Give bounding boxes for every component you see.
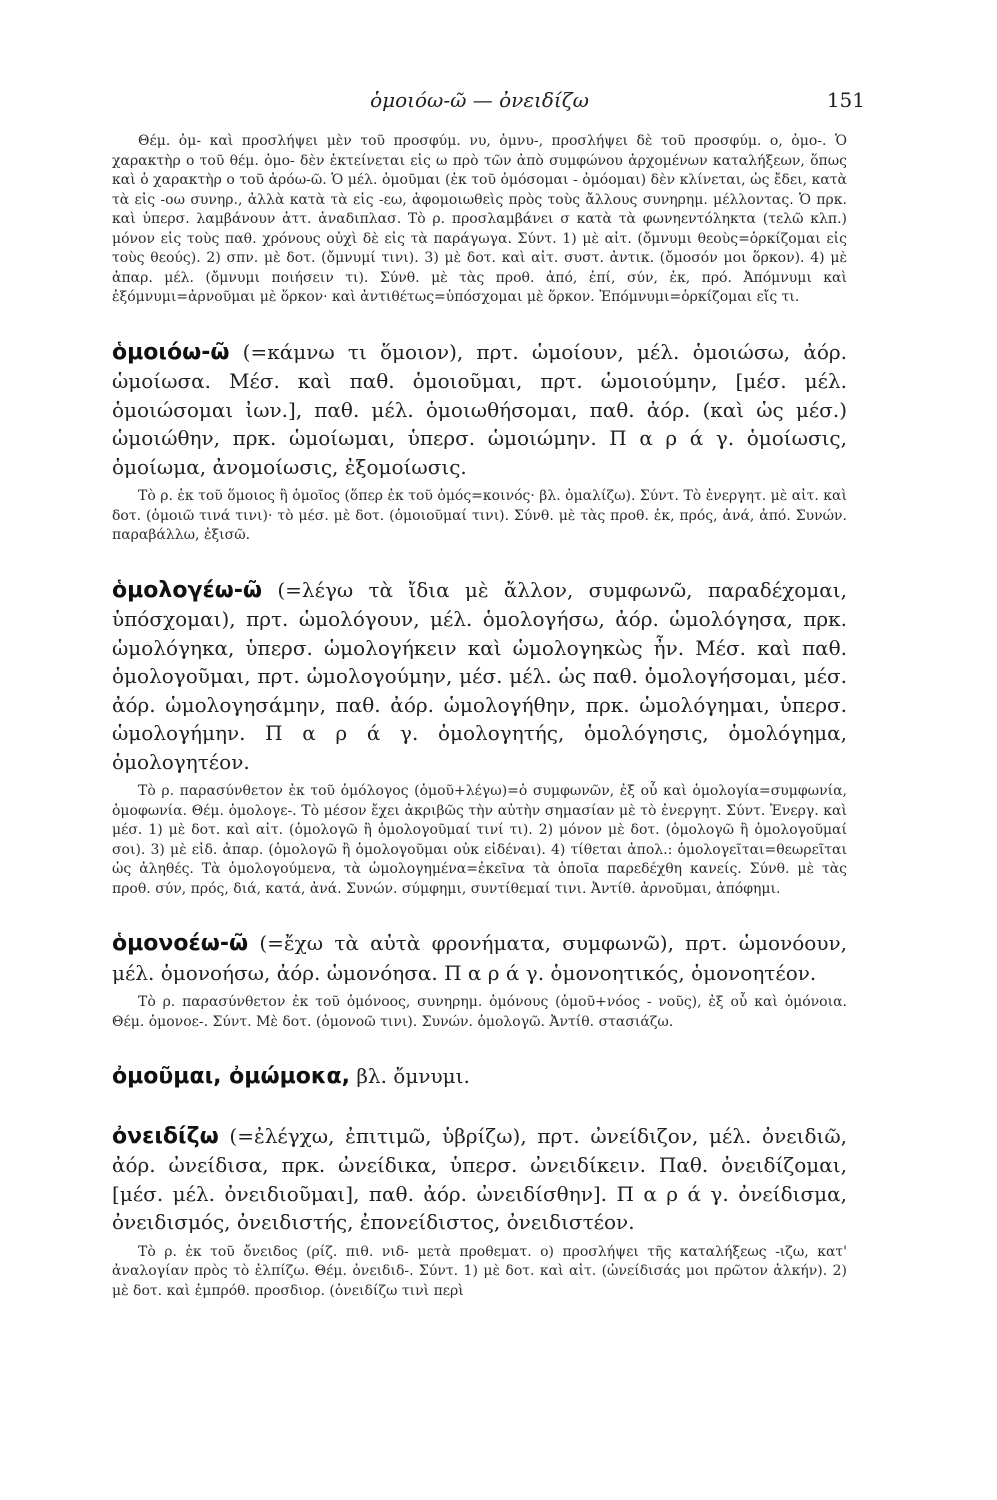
- entry-oneidizo: [112, 1122, 847, 1302]
- headword: ὁμολογέω-ῶ: [112, 577, 263, 603]
- headword: ὀνειδίζω: [112, 1123, 219, 1149]
- headword: ὁμοιόω-ῶ: [112, 339, 230, 365]
- headword: ὁμονοέω-ῶ: [112, 931, 249, 956]
- running-head: [112, 88, 865, 132]
- entry-omoumai: [112, 1062, 847, 1092]
- entry-paragraph: [112, 1062, 847, 1092]
- entry-body: (=κάμνω τι ὅμοιον), πρτ. ὡμοίουν, μέλ. ὁμοιώσω, ἀόρ. ὡμοίωσα. Μέσ. καὶ παθ. ὁμοιοῦμαι, πρτ. ὡμοιούμην, [μέσ. μέλ. ὁμοιώσομαι ἰων.], παθ. μέλ. ὁμοιωθήσομαι, παθ. ἀόρ. (καὶ ὡς μέσ.) ὡμοιώθην, πρκ. ὡμοίωμαι, ὑπερσ. ὡμοιώμην. Π α ρ ά γ. ὁμοίωσις, ὁμοίωμα, ἀνομοίωσις, ἐξομοίωσις.: [112, 339, 847, 479]
- entry-body: βλ. ὄμνυμι.: [350, 1064, 470, 1088]
- entry-note: Τὸ ρ. ἐκ τοῦ ὅμοιος ἢ ὁμοῖος (ὅπερ ἐκ τοῦ ὁμός=κοινός· βλ. ὁμαλίζω). Σύντ. Τὸ ἐνεργητ. μὲ αἰτ. καὶ δοτ. (ὁμοιῶ τινά τινι)· τὸ μέσ. μὲ δοτ. (ὁμοιοῦμαί τινι). Σύνθ. μὲ τὰς προθ. ἐκ, πρός, ἀνά, ἀπό. Συνών. παραβάλλω, ἐξισῶ.: [112, 488, 847, 543]
- entry-omoioo: [112, 338, 847, 546]
- running-title: ὁμοιόω-ῶ — ὀνειδίζω: [370, 88, 589, 112]
- entry-note: Τὸ ρ. παρασύνθετον ἐκ τοῦ ὁμόλογος (ὁμοῦ+λέγω)=ὁ συμφωνῶν, ἐξ οὗ καὶ ὁμολογία=συμφωνία, ὁμοφωνία. Θέμ. ὁμολογε-. Τὸ μέσον ἔχει ἀκριβῶς τὴν αὐτὴν σημασίαν μὲ τὸ ἐνεργητ. Σύντ. Ἐνεργ. καὶ μέσ. 1) μὲ δοτ. καὶ αἰτ. (ὁμολογῶ ἢ ὁμολογοῦμαί τινί τι). 2) μόνον μὲ δοτ. (ὁμολογῶ ἢ ὁμολογοῦμαί σοι). 3) μὲ εἰδ. ἀπαρ. (ὁμολογῶ ἢ ὁμολογοῦμαι οὐκ εἰδέναι). 4) τίθεται ἀπολ.: ὁμολογεῖται=θεωρεῖται ὡς ἀληθές. Τὰ ὁμολογούμενα, τὰ ὡμολογημένα=ἐκεῖνα τὰ ὁποῖα παρεδέχθη κανείς. Σύνθ. μὲ τὰς προθ. σύν, πρός, διά, κατά, ἀνά. Συνών. σύμφημι, συντίθεμαί τινι. Ἀντίθ. ἀρνοῦμαι, ἀπόφημι.: [112, 783, 847, 897]
- entry-paragraph: [112, 338, 847, 482]
- headword: ὀμοῦμαι, ὀμώμοκα,: [112, 1064, 350, 1089]
- entry-omologeo: [112, 576, 847, 900]
- entry-body: (=λέγω τὰ ἴδια μὲ ἄλλον, συμφωνῶ, παραδέχομαι, ὑπόσχομαι), πρτ. ὡμολόγουν, μέλ. ὁμολογήσω, ἀόρ. ὡμολόγησα, πρκ. ὡμολόγηκα, ὑπερσ. ὡμολογήκειν καὶ ὡμολογηκὼς ἦν. Μέσ. καὶ παθ. ὁμολογοῦμαι, πρτ. ὡμολογούμην, μέσ. μέλ. ὡς παθ. ὁμολογήσομαι, μέσ. ἀόρ. ὡμολογησάμην, παθ. ἀόρ. ὡμολογήθην, πρκ. ὡμολόγημαι, ὑπερσ. ὡμολογήμην. Π α ρ ά γ. ὁμολογητής, ὁμολόγησις, ὁμολόγημα, ὁμολογητέον.: [112, 577, 847, 774]
- entry-note: Τὸ ρ. παρασύνθετον ἐκ τοῦ ὁμόνοος, συνηρημ. ὁμόνους (ὁμοῦ+νόος - νοῦς), ἐξ οὗ καὶ ὁμόνοια. Θέμ. ὁμονοε-. Σύντ. Μὲ δοτ. (ὁμονοῶ τινι). Συνών. ὁμολογῶ. Ἀντίθ. στασιάζω.: [112, 994, 847, 1030]
- intro-note: Θέμ. ὀμ- καὶ προσλήψει μὲν τοῦ προσφύμ. νυ, ὀμνυ-, προσλήψει δὲ τοῦ προσφύμ. ο, ὀμο-. Ὁ χαρακτὴρ ο τοῦ θέμ. ὀμο- δὲν ἐκτείνεται εἰς ω πρὸ τῶν ἀπὸ συμφώνου ἀρχομένων καταλήξεων, ὅπως καὶ ὁ χαρακτὴρ ο τοῦ ἀρόω-ῶ. Ὁ μέλ. ὀμοῦμαι (ἐκ τοῦ ὀμόσομαι - ὀμόομαι) δὲν κλίνεται, ὡς ἔδει, κατὰ τὰ εἰς -οω συνηρ., ἀλλὰ κατὰ τὰ εἰς -εω, ἀφομοιωθεὶς πρὸς τοὺς ἄλλους συνηρημ. μέλλοντας. Ὁ πρκ. καὶ ὑπερσ. λαμβάνουν ἀττ. ἀναδιπλασ. Τὸ ρ. προσλαμβάνει σ κατὰ τὰ φωνηεντόληκτα (τελῶ κλπ.) μόνον εἰς τοὺς παθ. χρόνους οὐχὶ δὲ εἰς τὰ παράγωγα. Σύντ. 1) μὲ αἰτ. (ὄμνυμι θεοὺς=ὁρκίζομαι εἰς τοὺς θεούς). 2) σπν. μὲ δοτ. (ὄμνυμί τινι). 3) μὲ δοτ. καὶ αἰτ. συστ. ἀντικ. (ὄμοσόν μοι ὅρκον). 4) μὲ ἀπαρ. μέλ. (ὄμνυμι ποιήσειν τι). Σύνθ. μὲ τὰς προθ. ἀπό, ἐπί, σύν, ἐκ, πρό. Ἀπόμνυμι καὶ ἐξόμνυμι=ἀρνοῦμαι μὲ ὅρκον· καὶ ἀντιθέτως=ὑπόσχομαι μὲ ὅρκον. Ἐπόμνυμι=ὁρκίζομαι εἴς τι.: [112, 133, 847, 305]
- entry-note: Τὸ ρ. ἐκ τοῦ ὄνειδος (ρίζ. πιθ. νιδ- μετὰ προθεματ. ο) προσλήψει τῆς καταλήξεως -ιζω, κατ' ἀναλογίαν πρὸς τὸ ἐλπίζω. Θέμ. ὀνειδιδ-. Σύντ. 1) μὲ δοτ. καὶ αἰτ. (ὠνείδισάς μοι πρῶτον ἀλκήν). 2) μὲ δοτ. καὶ ἐμπρόθ. προσδιορ. (ὀνειδίζω τινὶ περὶ: [112, 1243, 847, 1299]
- entry-omonoeo: [112, 929, 847, 1032]
- entry-body: (=ἔχω τὰ αὐτὰ φρονήματα, συμφωνῶ), πρτ. ὡμονόουν, μέλ. ὁμονοήσω, ἀόρ. ὡμονόησα. Π α ρ ά γ. ὁμονοητικός, ὁμονοητέον.: [112, 931, 847, 985]
- entry-body: (=ἐλέγχω, ἐπιτιμῶ, ὑβρίζω), πρτ. ὠνείδιζον, μέλ. ὀνειδιῶ, ἀόρ. ὠνείδισα, πρκ. ὠνείδικα, ὑπερσ. ὠνειδίκειν. Παθ. ὀνειδίζομαι, [μέσ. μέλ. ὀνειδιοῦμαι], παθ. ἀόρ. ὠνειδίσθην]. Π α ρ ά γ. ὀνείδισμα, ὀνειδισμός, ὀνειδιστής, ἐπονείδιστος, ὀνειδιστέον.: [112, 1123, 847, 1234]
- entry-paragraph: [112, 929, 847, 987]
- page-number: 151: [826, 88, 865, 112]
- entry-paragraph: [112, 576, 847, 777]
- entry-paragraph: [112, 1122, 847, 1237]
